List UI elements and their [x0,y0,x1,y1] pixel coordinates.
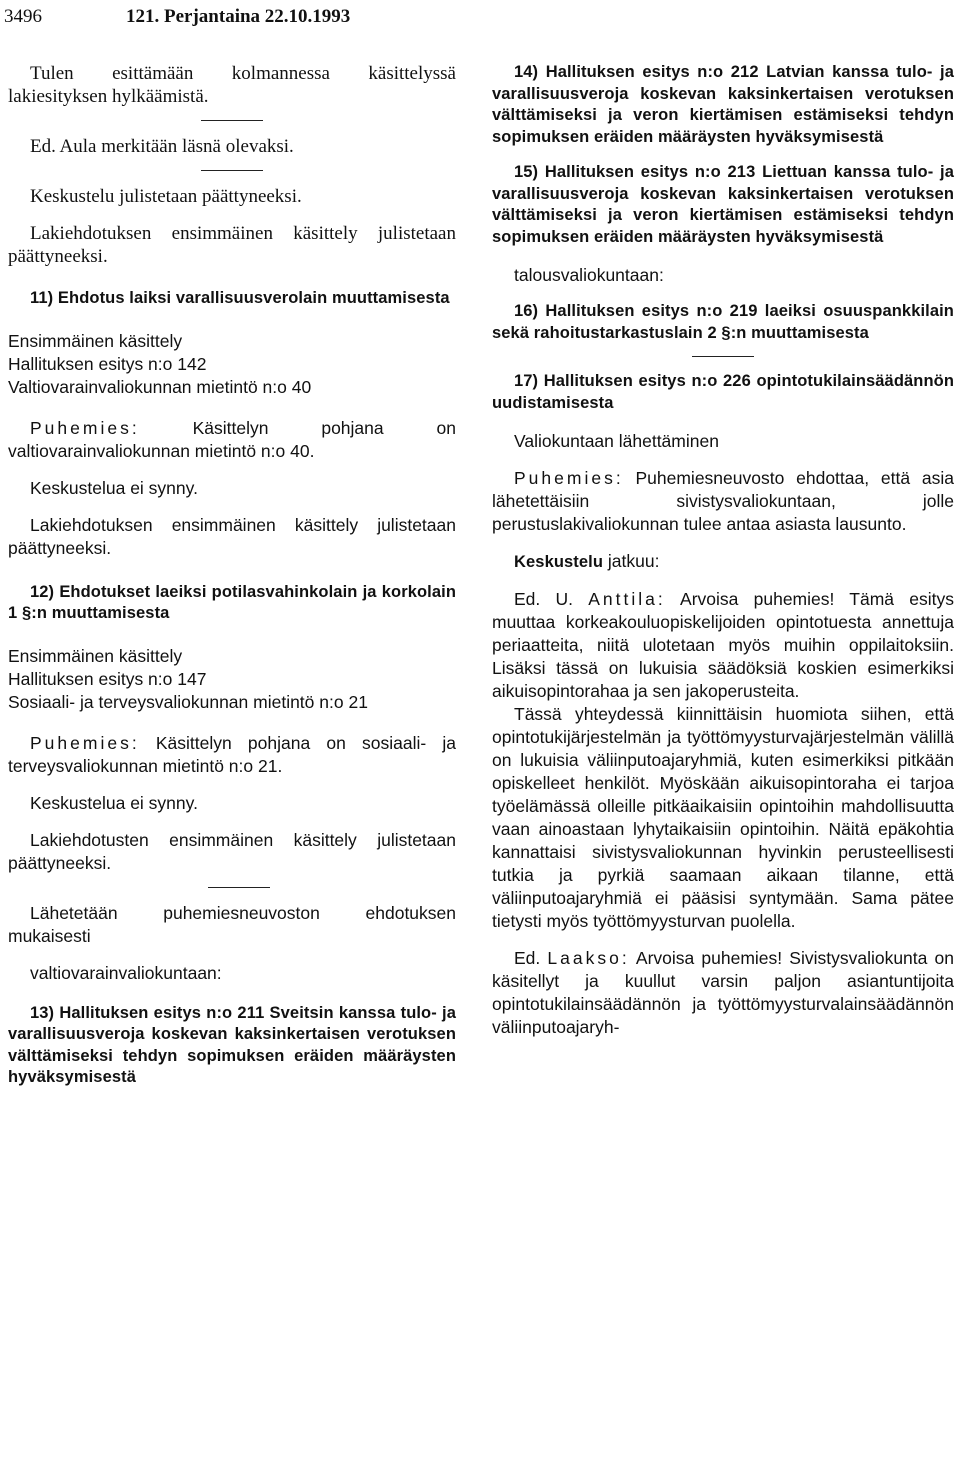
right-column [492,62,954,1039]
committee-heading: valtiovarainvaliokuntaan: [30,962,222,983]
reading-label: Ensimmäinen käsittely [8,330,183,351]
speaker-text: Puhemiesneuvosto ehdottaa, että asia lähetettäisiin sivistysvaliokuntaan, jolle perustuslakivaliokunnan tulee antaa asiasta lausunto. [492,468,954,534]
speaker-statement [8,732,456,778]
speaker-name: Laakso: [547,947,630,968]
divider [692,356,754,357]
divider [208,887,270,888]
discussion-label: Keskustelu [514,553,604,571]
agenda-item-11-title: 11) Ehdotus laiksi varallisuusverolain muuttamisesta [30,289,450,307]
government-proposal-ref: Hallituksen esitys n:o 147 [8,668,207,689]
speaker-text: Arvoisa puhemies! Sivistysvaliokunta on käsitellyt ja kuullut varsin paljon asiantuntijoita opintotukilainsäädännön ja työttömyysturvalainsäädännön väliinputoajaryh- [492,947,954,1037]
speaker-statement [8,417,456,463]
speaker-prefix: Ed. [514,947,548,968]
paragraph-first-reading-closed: Lakiehdotuksen ensimmäinen käsittely julistetaan päättyneeksi. [8,514,456,558]
committee-report-ref: Sosiaali- ja terveysvaliokunnan mietintö n:o 21 [8,691,368,712]
agenda-item-12-details [8,645,456,714]
speaker-name: Puhemies: [514,468,624,488]
speaker-text: Käsittelyn pohjana on sosiaali- ja terveysvaliokunnan mietintö n:o 21. [8,732,456,776]
agenda-item-13-title: 13) Hallituksen esitys n:o 211 Sveitsin kanssa tulo- ja varallisuusveroja koskevan kaksinkertaisen verotuksen välttämiseksi tehdyn sopimuksen eräiden määräysten hyväksymisestä [8,1003,456,1086]
divider [201,120,263,121]
speaker-statement [492,947,954,1039]
divider [201,170,263,171]
page-number: 3496 [4,6,42,27]
speaker-text: Arvoisa puhemies! Tämä esitys muuttaa korkeakouluopiskelijoiden opintotuesta annettuja periaatteita, niitä ulotetaan myös muihin oppilaitoksiin. Lisäksi tässä on lukuisia säädöksiä koskien esimerkiksi aikuisopintorahaa ja sen jakoperusteita. [492,588,954,701]
speaker-name: Puhemies: [30,732,140,753]
agenda-item-14-title: 14) Hallituksen esitys n:o 212 Latvian kanssa tulo- ja varallisuusveroja koskevan kaksinkertaisen verotuksen välttämiseksi ja veron kiertämisen estämiseksi tehdyn sopimuksen eräiden määräysten hyväksymisestä [492,63,954,146]
agenda-item-12-title: 12) Ehdotukset laeiksi potilasvahinkolain ja korkolain 1 §:n muuttamisesta [8,582,456,622]
paragraph-no-discussion: Keskustelua ei synny. [30,477,198,498]
speaker-statement [492,588,954,703]
agenda-item-17-title: 17) Hallituksen esitys n:o 226 opintotukilainsäädännön uudistamisesta [492,372,954,412]
speech-continuation: Tässä yhteydessä kiinnittäisin huomiota siihen, että opintotukijärjestelmän ja työttömyysturvajärjestelmän välillä on lukuisia väliinputoajaryhmiä, kuten esimerkiksi pitkään opiskelleet henkilöt. Myöskään aikuisopintoraha ei tarjoa työelämässä olleille pitkäaikaisiin opintoihin mahdollisuutta vaan ainoastaan lyhytaikaisiin opintoihin. Näitä epäkohtia kannattaisi sivistysvaliokunnan hyvinkin perusteellisesti tutkia ja pyrkiä saamaan aikaan tilanne, että väliinputoajaryhmiä ei pääsisi syntymään. Sama pätee tietysti myös työttömyysturvan puolella. [492,703,954,931]
paragraph-first-reading-closed: Lakiehdotuksen ensimmäinen käsittely julistetaan päättyneeksi. [8,223,456,267]
left-column [8,62,456,1089]
speaker-prefix: Ed. U. [514,588,589,609]
paragraph-attendance: Ed. Aula merkitään läsnä olevaksi. [30,136,294,157]
session-date: 121. Perjantaina 22.10.1993 [126,6,351,27]
reading-label: Ensimmäinen käsittely [8,645,183,666]
page-header [0,4,960,32]
committee-report-ref: Valtiovarainvaliokunnan mietintö n:o 40 [8,376,312,397]
speaker-text: Käsittelyn pohjana on valtiovarainvaliokunnan mietintö n:o 40. [8,417,456,461]
section-sending-heading: Valiokuntaan lähettäminen [514,431,719,451]
paragraph-referral: Lähetetään puhemiesneuvoston ehdotuksen mukaisesti [8,902,456,946]
committee-heading: talousvaliokuntaan: [514,265,664,285]
paragraph-first-reading-closed: Lakiehdotusten ensimmäinen käsittely julistetaan päättyneeksi. [8,829,456,873]
discussion-text: jatkuu: [603,551,660,571]
speaker-name: Puhemies: [30,417,140,438]
government-proposal-ref: Hallituksen esitys n:o 142 [8,353,207,374]
speaker-name: Anttila: [588,588,666,609]
paragraph-discussion-closed: Keskustelu julistetaan päättyneeksi. [30,186,302,207]
paragraph-no-discussion: Keskustelua ei synny. [30,792,198,813]
agenda-item-15-title: 15) Hallituksen esitys n:o 213 Liettuan kanssa tulo- ja varallisuusveroja koskevan kaksinkertaisen verotuksen välttämiseksi ja veron kiertämisen estämiseksi tehdyn sopimuksen eräiden määräysten hyväksymisestä [492,163,954,246]
paragraph-rejection-notice: Tulen esittämään kolmannessa käsittelyssä lakiesityksen hylkäämistä. [8,63,456,107]
agenda-item-16-title: 16) Hallituksen esitys n:o 219 laeiksi osuuspankkilain sekä rahoitustarkastuslain 2 §:n muuttamisesta [492,302,954,342]
paragraph-discussion-continues [492,550,954,574]
agenda-item-11-details [8,330,456,399]
speaker-statement [492,467,954,536]
